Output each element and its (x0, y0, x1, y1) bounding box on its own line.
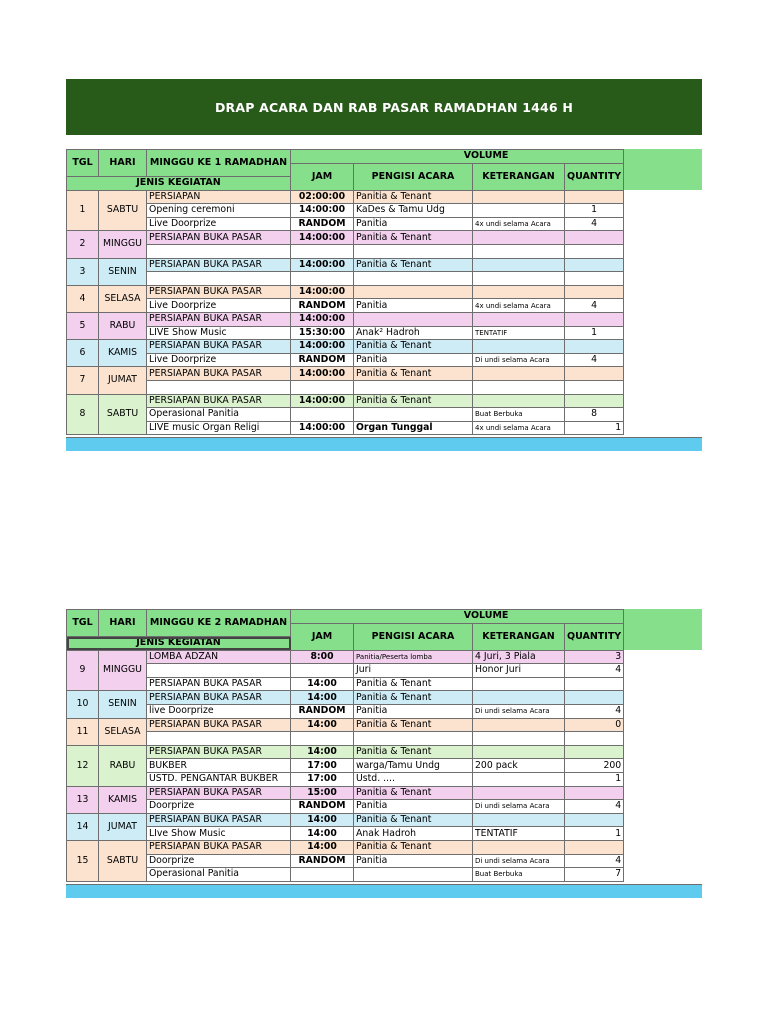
quantity-cell: 0 (565, 718, 624, 732)
keterangan-cell: Di undi selama Acara (473, 353, 565, 367)
jam-cell: 14:00:00 (291, 312, 354, 326)
hari-cell: SELASA (99, 718, 147, 745)
quantity-cell (565, 786, 624, 800)
hari-cell: SABTU (99, 394, 147, 435)
quantity-cell: 200 (565, 759, 624, 773)
jam-cell: RANDOM (291, 353, 354, 367)
schedule-table-week1 (66, 149, 624, 435)
jam-cell (291, 664, 354, 678)
kegiatan-cell: PERSIAPAN BUKA PASAR (147, 813, 291, 827)
kegiatan-cell: Operasional Panitia (147, 868, 291, 882)
pengisi-cell: Panitia & Tenant (354, 190, 473, 204)
keterangan-cell (473, 380, 565, 394)
jam-cell: 14:00:00 (291, 231, 354, 245)
quantity-cell (565, 244, 624, 258)
table-row (67, 421, 624, 435)
pengisi-cell: Panitia & Tenant (354, 394, 473, 408)
table-row (67, 704, 624, 718)
pengisi-cell: Panitia (354, 854, 473, 868)
quantity-cell: 1 (565, 204, 624, 218)
jam-cell (291, 380, 354, 394)
keterangan-cell (473, 786, 565, 800)
col-header-tgl: TGL (67, 610, 99, 637)
quantity-cell: 4 (565, 704, 624, 718)
quantity-cell (565, 677, 624, 691)
pengisi-cell: Ustd. .... (354, 772, 473, 786)
col-header-minggu: MINGGU KE 1 RAMADHAN (147, 150, 291, 177)
tgl-cell: 12 (67, 745, 99, 786)
header-green-extension (621, 149, 702, 190)
table-row (67, 854, 624, 868)
table-row (67, 408, 624, 422)
keterangan-cell: Di undi selama Acara (473, 800, 565, 814)
jam-cell (291, 868, 354, 882)
col-header-hari: HARI (99, 150, 147, 177)
jam-cell: 14:00:00 (291, 204, 354, 218)
keterangan-cell: Buat Berbuka (473, 868, 565, 882)
kegiatan-cell: PERSIAPAN (147, 190, 291, 204)
kegiatan-cell: PERSIAPAN BUKA PASAR (147, 312, 291, 326)
kegiatan-cell (147, 380, 291, 394)
table-row (67, 367, 624, 381)
pengisi-cell (354, 732, 473, 746)
table-row (67, 272, 624, 286)
kegiatan-cell: LOMBA ADZAN (147, 650, 291, 664)
kegiatan-cell: PERSIAPAN BUKA PASAR (147, 231, 291, 245)
kegiatan-cell: Operasional Panitia (147, 408, 291, 422)
pengisi-cell: KaDes & Tamu Udg (354, 204, 473, 218)
hari-cell: SENIN (99, 691, 147, 718)
tgl-cell: 11 (67, 718, 99, 745)
kegiatan-cell: Live Doorprize (147, 299, 291, 313)
keterangan-cell: 200 pack (473, 759, 565, 773)
quantity-cell (565, 367, 624, 381)
jam-cell: 14:00:00 (291, 258, 354, 272)
quantity-cell (565, 380, 624, 394)
jam-cell: 14:00 (291, 718, 354, 732)
table-row (67, 800, 624, 814)
keterangan-cell (473, 340, 565, 354)
quantity-cell (565, 840, 624, 854)
kegiatan-cell: PERSIAPAN BUKA PASAR (147, 718, 291, 732)
keterangan-cell: Honor Juri (473, 664, 565, 678)
pengisi-cell: Panitia & Tenant (354, 691, 473, 705)
tgl-cell: 15 (67, 840, 99, 881)
kegiatan-cell: PERSIAPAN BUKA PASAR (147, 285, 291, 299)
tgl-cell: 13 (67, 786, 99, 813)
hari-cell: SABTU (99, 840, 147, 881)
kegiatan-cell (147, 244, 291, 258)
kegiatan-cell: BUKBER (147, 759, 291, 773)
tgl-cell: 8 (67, 394, 99, 435)
pengisi-cell (354, 868, 473, 882)
quantity-cell: 4 (565, 800, 624, 814)
keterangan-cell: Di undi selama Acara (473, 704, 565, 718)
hari-cell: SELASA (99, 285, 147, 312)
table-row (67, 827, 624, 841)
table-row (67, 204, 624, 218)
hari-cell: JUMAT (99, 367, 147, 394)
keterangan-cell (473, 677, 565, 691)
keterangan-cell (473, 272, 565, 286)
pengisi-cell (354, 408, 473, 422)
keterangan-cell (473, 190, 565, 204)
jam-cell: 14:00:00 (291, 421, 354, 435)
col-header-tgl: TGL (67, 150, 99, 177)
table-row (67, 732, 624, 746)
table-row (67, 759, 624, 773)
kegiatan-cell: PERSIAPAN BUKA PASAR (147, 367, 291, 381)
table-row (67, 868, 624, 882)
keterangan-cell (473, 244, 565, 258)
jam-cell: 14:00:00 (291, 367, 354, 381)
jam-cell: 14:00 (291, 677, 354, 691)
hari-cell: KAMIS (99, 786, 147, 813)
pengisi-cell: Anak² Hadroh (354, 326, 473, 340)
hari-cell: SENIN (99, 258, 147, 285)
kegiatan-cell: Opening ceremoni (147, 204, 291, 218)
table-row (67, 664, 624, 678)
quantity-cell (565, 340, 624, 354)
keterangan-cell (473, 367, 565, 381)
jam-cell: RANDOM (291, 854, 354, 868)
table-row (67, 326, 624, 340)
pengisi-cell: Panitia (354, 217, 473, 231)
keterangan-cell (473, 691, 565, 705)
quantity-cell: 4 (565, 353, 624, 367)
col-header-volume: VOLUME (291, 610, 624, 624)
keterangan-cell: 4 Juri, 3 Piala (473, 650, 565, 664)
jam-cell: 15:30:00 (291, 326, 354, 340)
kegiatan-cell: Live Doorprize (147, 353, 291, 367)
tgl-cell: 2 (67, 231, 99, 258)
quantity-cell: 1 (565, 326, 624, 340)
tgl-cell: 9 (67, 650, 99, 691)
keterangan-cell (473, 312, 565, 326)
table-row (67, 813, 624, 827)
hari-cell: SABTU (99, 190, 147, 231)
col-header-minggu: MINGGU KE 2 RAMADHAN (147, 610, 291, 637)
kegiatan-cell: Live Doorprize (147, 217, 291, 231)
tgl-cell: 14 (67, 813, 99, 840)
col-header-jam: JAM (291, 163, 354, 190)
quantity-cell: 1 (565, 772, 624, 786)
keterangan-cell: Buat Berbuka (473, 408, 565, 422)
table-row (67, 190, 624, 204)
tgl-cell: 10 (67, 691, 99, 718)
quantity-cell (565, 272, 624, 286)
table-row (67, 394, 624, 408)
pengisi-cell (354, 244, 473, 258)
pengisi-cell: Panitia & Tenant (354, 745, 473, 759)
hari-cell: KAMIS (99, 340, 147, 367)
table-row (67, 786, 624, 800)
jam-cell: 02:00:00 (291, 190, 354, 204)
keterangan-cell: 4x undi selama Acara (473, 299, 565, 313)
quantity-cell: 3 (565, 650, 624, 664)
pengisi-cell: Panitia & Tenant (354, 340, 473, 354)
quantity-cell: 4 (565, 664, 624, 678)
table-row (67, 380, 624, 394)
pengisi-cell: Panitia & Tenant (354, 813, 473, 827)
pengisi-cell: Panitia & Tenant (354, 718, 473, 732)
hari-cell: JUMAT (99, 813, 147, 840)
pengisi-cell: Panitia (354, 704, 473, 718)
quantity-cell (565, 312, 624, 326)
table-row (67, 244, 624, 258)
table-row (67, 217, 624, 231)
pengisi-cell: Juri (354, 664, 473, 678)
quantity-cell: 4 (565, 217, 624, 231)
pengisi-cell: Panitia & Tenant (354, 786, 473, 800)
quantity-cell (565, 732, 624, 746)
schedule-table-week2 (66, 609, 624, 882)
kegiatan-cell (147, 272, 291, 286)
table-row (67, 718, 624, 732)
jam-cell: RANDOM (291, 217, 354, 231)
quantity-cell: 4 (565, 299, 624, 313)
keterangan-cell (473, 813, 565, 827)
jam-cell: 14:00 (291, 840, 354, 854)
table-row (67, 258, 624, 272)
tgl-cell: 1 (67, 190, 99, 231)
jam-cell: 14:00:00 (291, 394, 354, 408)
tgl-cell: 3 (67, 258, 99, 285)
keterangan-cell: TENTATIF (473, 326, 565, 340)
kegiatan-cell: PERSIAPAN BUKA PASAR (147, 258, 291, 272)
jam-cell: 14:00 (291, 691, 354, 705)
keterangan-cell: TENTATIF (473, 827, 565, 841)
quantity-cell (565, 745, 624, 759)
table-row (67, 691, 624, 705)
table-row (67, 312, 624, 326)
pengisi-cell (354, 380, 473, 394)
keterangan-cell (473, 394, 565, 408)
kegiatan-cell: PERSIAPAN BUKA PASAR (147, 340, 291, 354)
tgl-cell: 7 (67, 367, 99, 394)
hari-cell: MINGGU (99, 231, 147, 258)
keterangan-cell (473, 285, 565, 299)
kegiatan-cell (147, 732, 291, 746)
jam-cell: RANDOM (291, 800, 354, 814)
quantity-cell (565, 190, 624, 204)
quantity-cell (565, 691, 624, 705)
table-row (67, 285, 624, 299)
jam-cell: 17:00 (291, 759, 354, 773)
pengisi-cell: Panitia & Tenant (354, 231, 473, 245)
pengisi-cell: Panitia (354, 800, 473, 814)
jam-cell: 14:00 (291, 813, 354, 827)
keterangan-cell: 4x undi selama Acara (473, 217, 565, 231)
jam-cell (291, 244, 354, 258)
kegiatan-cell: PERSIAPAN BUKA PASAR (147, 786, 291, 800)
pengisi-cell: Anak Hadroh (354, 827, 473, 841)
col-header-jenis-kegiatan: JENIS KEGIATAN (67, 177, 291, 191)
kegiatan-cell: PERSIAPAN BUKA PASAR (147, 394, 291, 408)
pengisi-cell (354, 312, 473, 326)
col-header-pengisi: PENGISI ACARA (354, 623, 473, 650)
tgl-cell: 5 (67, 312, 99, 339)
footer-bar-week2 (66, 884, 702, 898)
table-row (67, 650, 624, 664)
jam-cell: 14:00:00 (291, 285, 354, 299)
pengisi-cell: Panitia/Peserta lomba (354, 650, 473, 664)
table-row (67, 340, 624, 354)
tgl-cell: 4 (67, 285, 99, 312)
jam-cell: RANDOM (291, 704, 354, 718)
jam-cell (291, 732, 354, 746)
quantity-cell (565, 285, 624, 299)
jam-cell: RANDOM (291, 299, 354, 313)
kegiatan-cell: PERSIAPAN BUKA PASAR (147, 840, 291, 854)
pengisi-cell: Panitia (354, 353, 473, 367)
col-header-keterangan: KETERANGAN (473, 623, 565, 650)
keterangan-cell (473, 258, 565, 272)
col-header-keterangan: KETERANGAN (473, 163, 565, 190)
jam-cell: 17:00 (291, 772, 354, 786)
kegiatan-cell: USTD. PENGANTAR BUKBER (147, 772, 291, 786)
hari-cell: RABU (99, 312, 147, 339)
kegiatan-cell: LIVE Show Music (147, 326, 291, 340)
jam-cell: 14:00:00 (291, 340, 354, 354)
jam-cell: 15:00 (291, 786, 354, 800)
kegiatan-cell: PERSIAPAN BUKA PASAR (147, 677, 291, 691)
table-row (67, 231, 624, 245)
col-header-quantity: QUANTITY (565, 163, 624, 190)
col-header-pengisi: PENGISI ACARA (354, 163, 473, 190)
kegiatan-cell: LIve Show Music (147, 827, 291, 841)
keterangan-cell: 4x undi selama Acara (473, 421, 565, 435)
keterangan-cell: Di undi selama Acara (473, 854, 565, 868)
pengisi-cell: Panitia & Tenant (354, 367, 473, 381)
keterangan-cell (473, 745, 565, 759)
jam-cell (291, 408, 354, 422)
quantity-cell: 1 (565, 421, 624, 435)
quantity-cell (565, 258, 624, 272)
keterangan-cell (473, 840, 565, 854)
keterangan-cell (473, 204, 565, 218)
jam-cell: 14:00 (291, 827, 354, 841)
pengisi-cell: warga/Tamu Undg (354, 759, 473, 773)
footer-bar-week1 (66, 437, 702, 451)
page-title: DRAP ACARA DAN RAB PASAR RAMADHAN 1446 H (214, 99, 574, 115)
col-header-hari: HARI (99, 610, 147, 637)
quantity-cell (565, 394, 624, 408)
hari-cell: RABU (99, 745, 147, 786)
table-row (67, 677, 624, 691)
table-row (67, 772, 624, 786)
quantity-cell: 8 (565, 408, 624, 422)
quantity-cell: 1 (565, 827, 624, 841)
table-row (67, 840, 624, 854)
col-header-volume: VOLUME (291, 150, 624, 164)
kegiatan-cell: Doorprize (147, 800, 291, 814)
table-row (67, 353, 624, 367)
keterangan-cell (473, 718, 565, 732)
kegiatan-cell: live Doorprize (147, 704, 291, 718)
pengisi-cell: Panitia & Tenant (354, 677, 473, 691)
quantity-cell: 4 (565, 854, 624, 868)
keterangan-cell (473, 772, 565, 786)
keterangan-cell (473, 732, 565, 746)
keterangan-cell (473, 231, 565, 245)
kegiatan-cell: LIVE music Organ Religi (147, 421, 291, 435)
kegiatan-cell: PERSIAPAN BUKA PASAR (147, 745, 291, 759)
quantity-cell (565, 231, 624, 245)
jam-cell (291, 272, 354, 286)
header-green-extension (621, 609, 702, 650)
kegiatan-cell: PERSIAPAN BUKA PASAR (147, 691, 291, 705)
tgl-cell: 6 (67, 340, 99, 367)
pengisi-cell: Panitia & Tenant (354, 258, 473, 272)
col-header-quantity: QUANTITY (565, 623, 624, 650)
pengisi-cell: Panitia (354, 299, 473, 313)
kegiatan-cell (147, 664, 291, 678)
quantity-cell: 7 (565, 868, 624, 882)
table-row (67, 745, 624, 759)
col-header-jenis-kegiatan: JENIS KEGIATAN (67, 637, 291, 651)
hari-cell: MINGGU (99, 650, 147, 691)
title-banner (66, 79, 702, 135)
pengisi-cell (354, 272, 473, 286)
pengisi-cell: Organ Tunggal (354, 421, 473, 435)
pengisi-cell (354, 285, 473, 299)
quantity-cell (565, 813, 624, 827)
pengisi-cell: Panitia & Tenant (354, 840, 473, 854)
jam-cell: 14:00 (291, 745, 354, 759)
table-row (67, 299, 624, 313)
col-header-jam: JAM (291, 623, 354, 650)
jam-cell: 8:00 (291, 650, 354, 664)
kegiatan-cell: Doorprize (147, 854, 291, 868)
